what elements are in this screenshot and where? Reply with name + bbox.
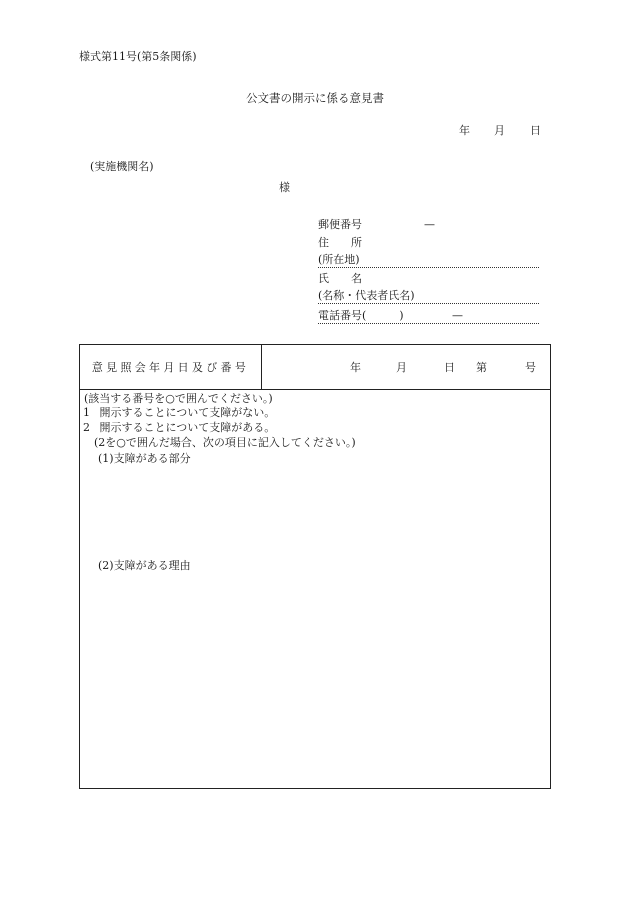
option-2-number: 2	[83, 421, 90, 434]
postal-code-dash: —	[424, 218, 435, 231]
org-name-label	[318, 289, 539, 304]
instruction-2-text: (2を○で囲んだ場合、次の項目に記入してください。)	[94, 436, 356, 449]
date-month: 月	[494, 124, 505, 137]
page-title: 公文書の開示に係る意見書	[246, 91, 384, 105]
option-1-number: 1	[83, 406, 90, 419]
reference-row	[80, 345, 550, 390]
addressee-honorific: 様	[279, 181, 290, 194]
option-1-text: 開示することについて支障がない。	[99, 406, 276, 419]
date-year: 年	[459, 124, 470, 137]
reference-no-suffix: 号	[525, 361, 536, 374]
phone-label: 電話番号( )	[318, 309, 404, 322]
reference-year: 年	[350, 361, 361, 374]
reference-label: 意見照会年月日及び番号	[80, 345, 262, 389]
option-1	[83, 406, 275, 420]
option-2-text: 開示することについて支障がある。	[99, 421, 276, 434]
postal-code-label: 郵便番号	[318, 218, 362, 231]
instruction-text: (該当する番号を○で囲んでください。)	[84, 392, 273, 405]
reference-month: 月	[396, 361, 407, 374]
phone-line	[318, 309, 539, 324]
location-label	[318, 253, 539, 268]
location-label-text: (所在地)	[318, 253, 360, 266]
phone-dash: —	[452, 309, 463, 322]
agency-name-label: (実施機関名)	[90, 160, 154, 173]
org-name-label-text: (名称・代表者氏名)	[318, 289, 415, 302]
date-day: 日	[530, 124, 541, 137]
opinion-table	[79, 344, 551, 789]
section-2-heading: (2)支障がある理由	[98, 559, 191, 572]
reference-no-prefix: 第	[476, 361, 487, 374]
name-label: 氏 名	[318, 272, 362, 285]
option-2	[83, 421, 275, 435]
reference-day: 日	[444, 361, 455, 374]
form-number: 様式第11号(第5条関係)	[79, 50, 197, 63]
section-1-heading: (1)支障がある部分	[98, 452, 191, 465]
address-label: 住 所	[318, 236, 362, 249]
